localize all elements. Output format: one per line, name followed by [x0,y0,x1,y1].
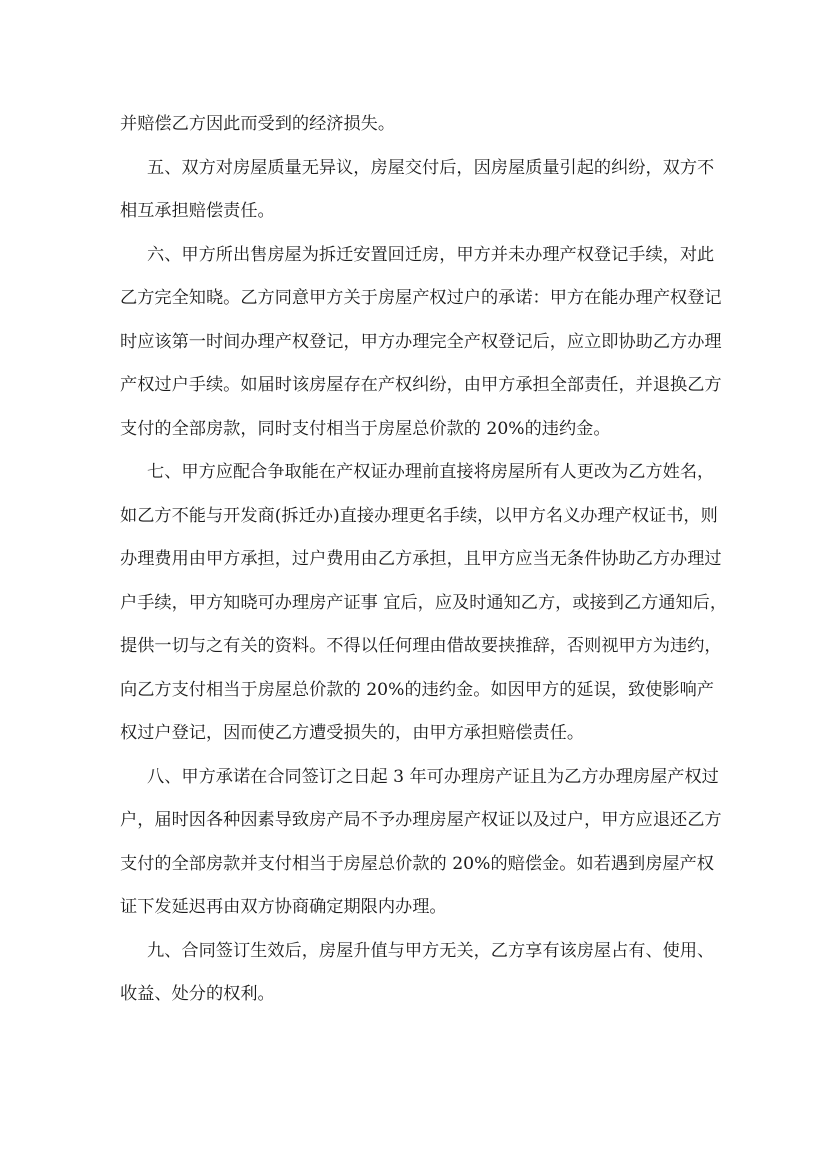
document-body [120,103,728,1017]
text-line: 九、合同签订生效后，房屋升值与甲方无关，乙方享有该房屋占有、使用、 [147,940,715,961]
text-line: 向乙方支付相当于房屋总价款的 20%的违约金。如因甲方的延误，致使影响产 [120,679,714,700]
paragraph [120,756,722,930]
text-line: 收益、处分的权利。 [120,984,275,1004]
text-line: 办理费用由甲方承担，过户费用由乙方承担，且甲方应当无条件协助乙方办理过 [120,549,722,569]
paragraph [120,930,714,1017]
text-line: 权过户登记，因而使乙方遭受损失的，由甲方承担赔偿责任。 [120,723,585,743]
paragraph [120,103,714,147]
paragraph [120,451,728,756]
text-line: 并赔偿乙方因此而受到的经济损失。 [120,114,396,134]
text-line: 乙方完全知晓。乙方同意甲方关于房屋产权过户的承诺：甲方在能办理产权登记 [120,288,722,308]
text-line: 时应该第一时间办理产权登记，甲方办理完全产权登记后，应立即协助乙方办理 [120,331,722,352]
text-line: 七、甲方应配合争取能在产权证办理前直接将房屋所有人更改为乙方姓名， [147,462,715,482]
text-line: 八、甲方承诺在合同签订之日起 3 年可办理房产证且为乙方办理房屋产权过 [147,766,719,787]
paragraph [120,147,714,234]
text-line: 证下发延迟再由双方协商确定期限内办理。 [120,897,447,917]
text-line: 产权过户手续。如届时该房屋存在产权纠纷，由甲方承担全部责任，并退换乙方 [120,375,722,395]
text-line: 相互承担赔偿责任。 [120,201,275,221]
text-line: 支付的全部房款并支付相当于房屋总价款的 20%的赔偿金。如若遇到房屋产权 [120,853,714,874]
text-line: 户手续，甲方知晓可办理房产证事 宜后，应及时通知乙方，或接到乙方通知后， [120,592,728,613]
text-line: 户，届时因各种因素导致房产局不予办理房屋产权证以及过户，甲方应退还乙方 [120,810,722,830]
text-line: 六、甲方所出售房屋为拆迁安置回迁房，甲方并未办理产权登记手续，对此 [147,244,715,265]
text-line: 如乙方不能与开发商(拆迁办)直接办理更名手续，以甲方名义办理产权证书，则 [120,505,718,526]
text-line: 提供一切与之有关的资料。不得以任何理由借故要挟推辞，否则视甲方为违约， [120,636,722,656]
paragraph [120,234,722,452]
text-line: 支付的全部房款，同时支付相当于房屋总价款的 20%的违约金。 [120,418,611,439]
text-line: 五、双方对房屋质量无异议，房屋交付后，因房屋质量引起的纠纷，双方不 [147,157,715,178]
